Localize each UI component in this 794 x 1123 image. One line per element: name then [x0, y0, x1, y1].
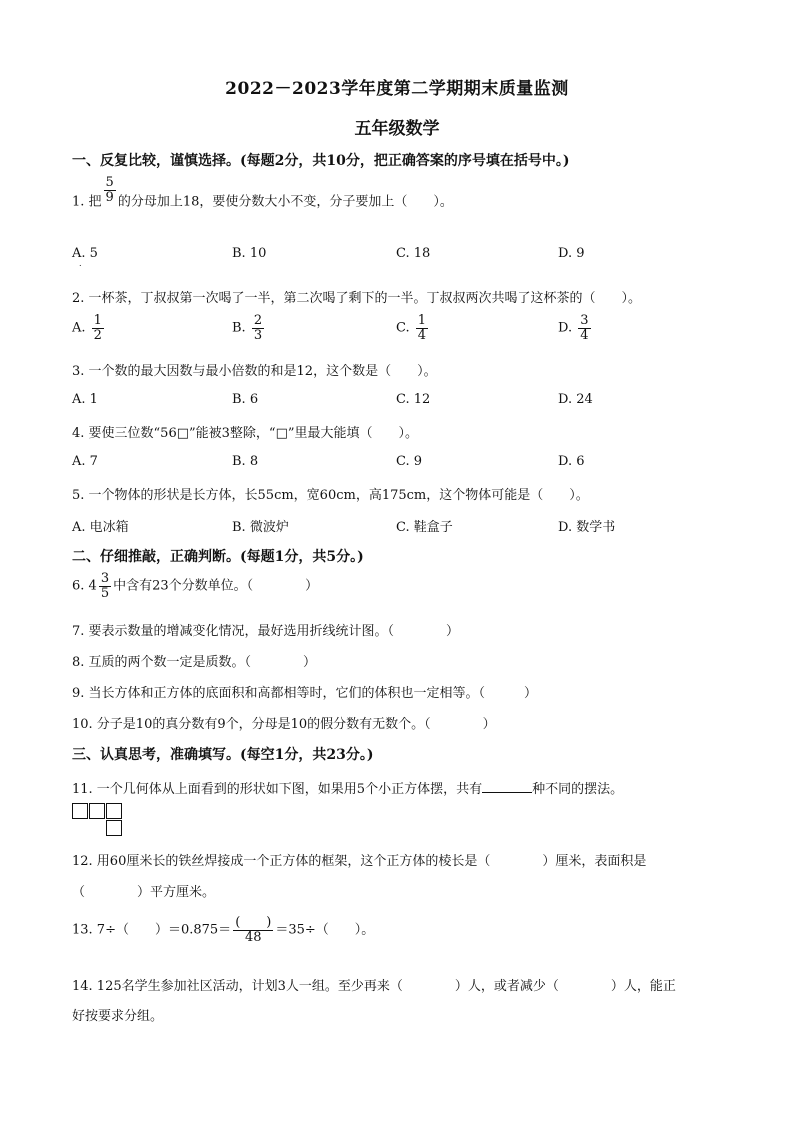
- fraction-blank-48: $\frac{( )}{48}$: [235, 915, 272, 945]
- question-7: 7. 要表示数量的增减变化情况，最好选用折线统计图。（ ）: [72, 624, 460, 639]
- question-1-text: 的分母加上18，要使分数大小不变，分子要加上（ ）。: [117, 194, 453, 210]
- option-d[interactable]: D. 9: [558, 246, 585, 261]
- figure-square: [72, 803, 88, 819]
- option-c[interactable]: C. 18: [396, 246, 431, 261]
- option-b[interactable]: B. 6: [232, 392, 259, 407]
- option-a[interactable]: A. 电冰箱: [72, 520, 129, 535]
- question-1-options: [72, 246, 752, 276]
- option-c[interactable]: C. 9: [396, 454, 423, 469]
- stray-mark: .: [79, 259, 82, 268]
- question-3: 3. 一个数的最大因数与最小倍数的和是12，这个数是（ ）。: [72, 364, 437, 379]
- option-c[interactable]: C. 12: [396, 392, 431, 407]
- exam-title: 2022－2023学年度第二学期期末质量监测: [225, 79, 569, 99]
- question-4: 4. 要使三位数“56□”能被3整除，“□”里最大能填（ ）。: [72, 426, 418, 441]
- section-1-heading: 一、反复比较，谨慎选择。(每题2分，共10分，把正确答案的序号填在括号中。): [72, 153, 570, 169]
- figure-square: [106, 803, 122, 819]
- question-3-options: [72, 392, 752, 422]
- option-d[interactable]: D. 24: [558, 392, 593, 407]
- question-8: 8. 互质的两个数一定是质数。（ ）: [72, 655, 317, 670]
- question-4-options: [72, 454, 752, 484]
- question-12-line-2: （ ）平方厘米。: [72, 885, 216, 900]
- exam-subtitle: 五年级数学: [354, 119, 440, 139]
- question-14-line-1: 14. 125名学生参加社区活动，计划3人一组。至少再来（ ）人，或者减少（ ）人，能正: [72, 979, 676, 994]
- question-2-options: [72, 314, 752, 354]
- option-b[interactable]: B. 10: [232, 246, 267, 261]
- question-11: 11. 一个几何体从上面看到的形状如下图，如果用5个小正方体摆，共有 种不同的摆法。: [72, 782, 624, 797]
- option-b[interactable]: B. $\frac{2}{3}$: [232, 313, 263, 343]
- figure-square: [106, 820, 122, 836]
- answer-blank[interactable]: [482, 780, 532, 793]
- option-d[interactable]: D. 数学书: [558, 520, 616, 535]
- question-1: [72, 175, 453, 216]
- option-d[interactable]: D. $\frac{3}{4}$: [558, 313, 589, 343]
- fraction-5-9: $\frac{5}{9}$: [105, 175, 114, 205]
- question-9: 9. 当长方体和正方体的底面积和高都相等时，它们的体积也一定相等。（ ）: [72, 686, 538, 701]
- question-13: 13. 7÷（ ）＝0.875＝ $\frac{( )}{48}$ ＝35÷（ ）。: [72, 915, 375, 945]
- option-a[interactable]: A. 5: [72, 246, 98, 261]
- section-2-heading: 二、仔细推敲，正确判断。(每题1分，共5分。): [72, 549, 364, 565]
- question-10: 10. 分子是10的真分数有9个，分母是10的假分数有无数个。（ ）: [72, 717, 496, 732]
- option-c[interactable]: C. $\frac{1}{4}$: [396, 313, 427, 343]
- question-14-line-2: 好按要求分组。: [72, 1009, 164, 1024]
- question-5: 5. 一个物体的形状是长方体，长55cm，宽60cm，高175cm，这个物体可能是（ ）。: [72, 488, 589, 503]
- question-1-prefix: 1. 把: [72, 194, 102, 210]
- option-a[interactable]: A. $\frac{1}{2}$: [72, 313, 102, 343]
- option-b[interactable]: B. 8: [232, 454, 259, 469]
- question-12-line-1: 12. 用60厘米长的铁丝焊接成一个正方体的框架，这个正方体的棱长是（ ）厘米，表面积是: [72, 854, 647, 869]
- option-a[interactable]: A. 7: [72, 454, 98, 469]
- question-5-options: [72, 516, 752, 546]
- figure-square: [89, 803, 105, 819]
- question-2: 2. 一杯茶，丁叔叔第一次喝了一半，第二次喝了剩下的一半。丁叔叔两次共喝了这杯茶的（ ）。: [72, 291, 642, 306]
- section-3-heading: 三、认真思考，准确填写。(每空1分，共23分。): [72, 747, 374, 763]
- option-a[interactable]: A. 1: [72, 392, 98, 407]
- fraction-3-5: $\frac{3}{5}$: [100, 571, 110, 601]
- option-b[interactable]: B. 微波炉: [232, 520, 289, 535]
- option-d[interactable]: D. 6: [558, 454, 585, 469]
- option-c[interactable]: C. 鞋盒子: [396, 520, 453, 535]
- question-6: 6. 4 $\frac{3}{5}$ 中含有23个分数单位。（ ）: [72, 571, 319, 601]
